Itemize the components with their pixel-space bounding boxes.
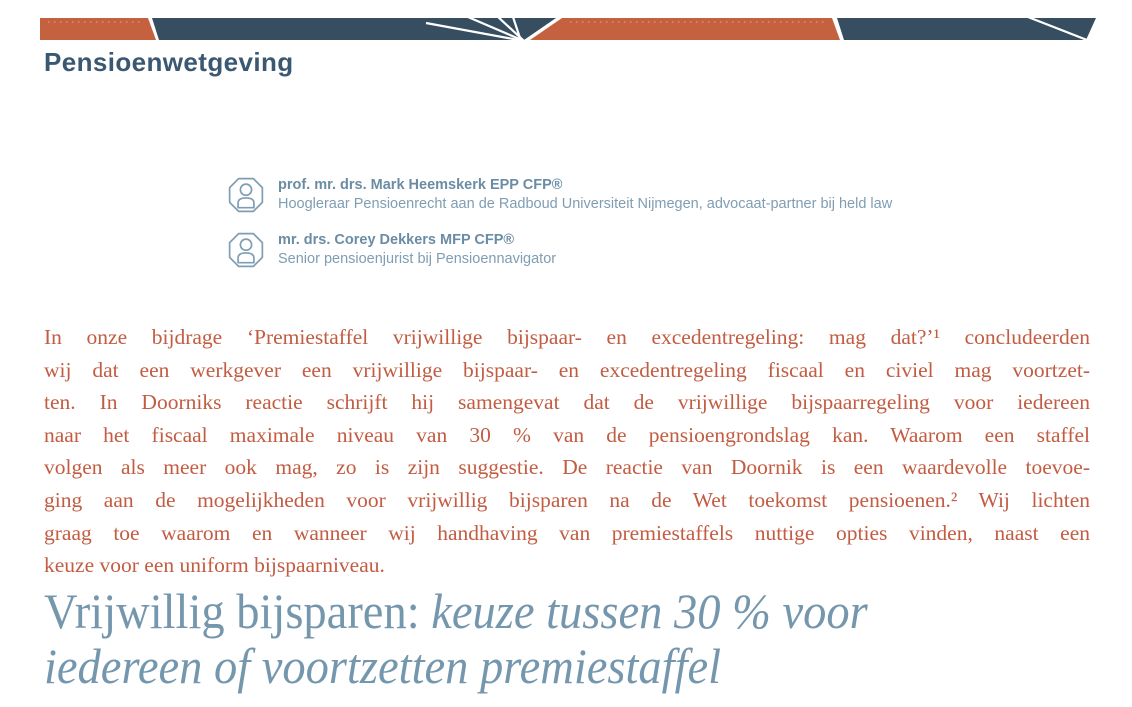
author-row	[227, 231, 892, 269]
intro-line: volgen als meer ook mag, zo is zijn suggestie. De reactie van Doornik is een waardevolle toevoe-	[44, 455, 1090, 480]
intro-line: naar het fiscaal maximale niveau van 30 % van de pensioengrondslag kan. Waarom een staffel	[44, 422, 1090, 447]
author-affiliation: Senior pensioenjurist bij Pensioennavigator	[278, 251, 557, 267]
headline-roman-part: Vrijwillig bijsparen:	[44, 583, 432, 639]
decorative-banner	[40, 18, 1096, 40]
intro-line: graag toe waarom en wanneer wij handhaving van premiestaffels nuttige opties vinden, naast een	[44, 520, 1090, 545]
article-headline	[44, 584, 868, 694]
author-row	[227, 176, 892, 214]
person-in-octagon-icon	[227, 176, 265, 214]
person-in-octagon-icon	[227, 231, 265, 269]
headline-italic-part: keuze tussen 30 % voor	[431, 583, 868, 639]
author-text	[278, 177, 892, 213]
intro-line: ging aan de mogelijkheden voor vrijwillig bijsparen na de Wet toekomst pensioenen.² Wij lichten	[44, 487, 1090, 512]
intro-paragraph	[44, 321, 1090, 582]
intro-line: keuze voor een uniform bijspaarniveau.	[44, 553, 385, 578]
headline-italic-part: iedereen of voortzetten premiestaffel	[44, 638, 722, 694]
section-rubric: Pensioenwetgeving	[44, 47, 294, 77]
intro-line: wij dat een werkgever een vrijwillige bijspaar- en excedentregeling fiscaal en civiel mag voortzet-	[44, 357, 1090, 382]
intro-line: In onze bijdrage ‘Premiestaffel vrijwillige bijspaar- en excedentregeling: mag dat?’¹ concludeerden	[44, 325, 1090, 349]
author-block	[227, 176, 892, 269]
intro-line: ten. In Doorniks reactie schrijft hij samengevat dat de vrijwillige bijspaarregeling voor iedereen	[44, 390, 1090, 415]
author-text	[278, 232, 556, 268]
author-name: mr. drs. Corey Dekkers MFP CFP®	[278, 232, 515, 248]
author-affiliation: Hoogleraar Pensioenrecht aan de Radboud Universiteit Nijmegen, advocaat-partner bij held law	[278, 196, 893, 212]
author-name: prof. mr. drs. Mark Heemskerk EPP CFP®	[278, 177, 563, 193]
